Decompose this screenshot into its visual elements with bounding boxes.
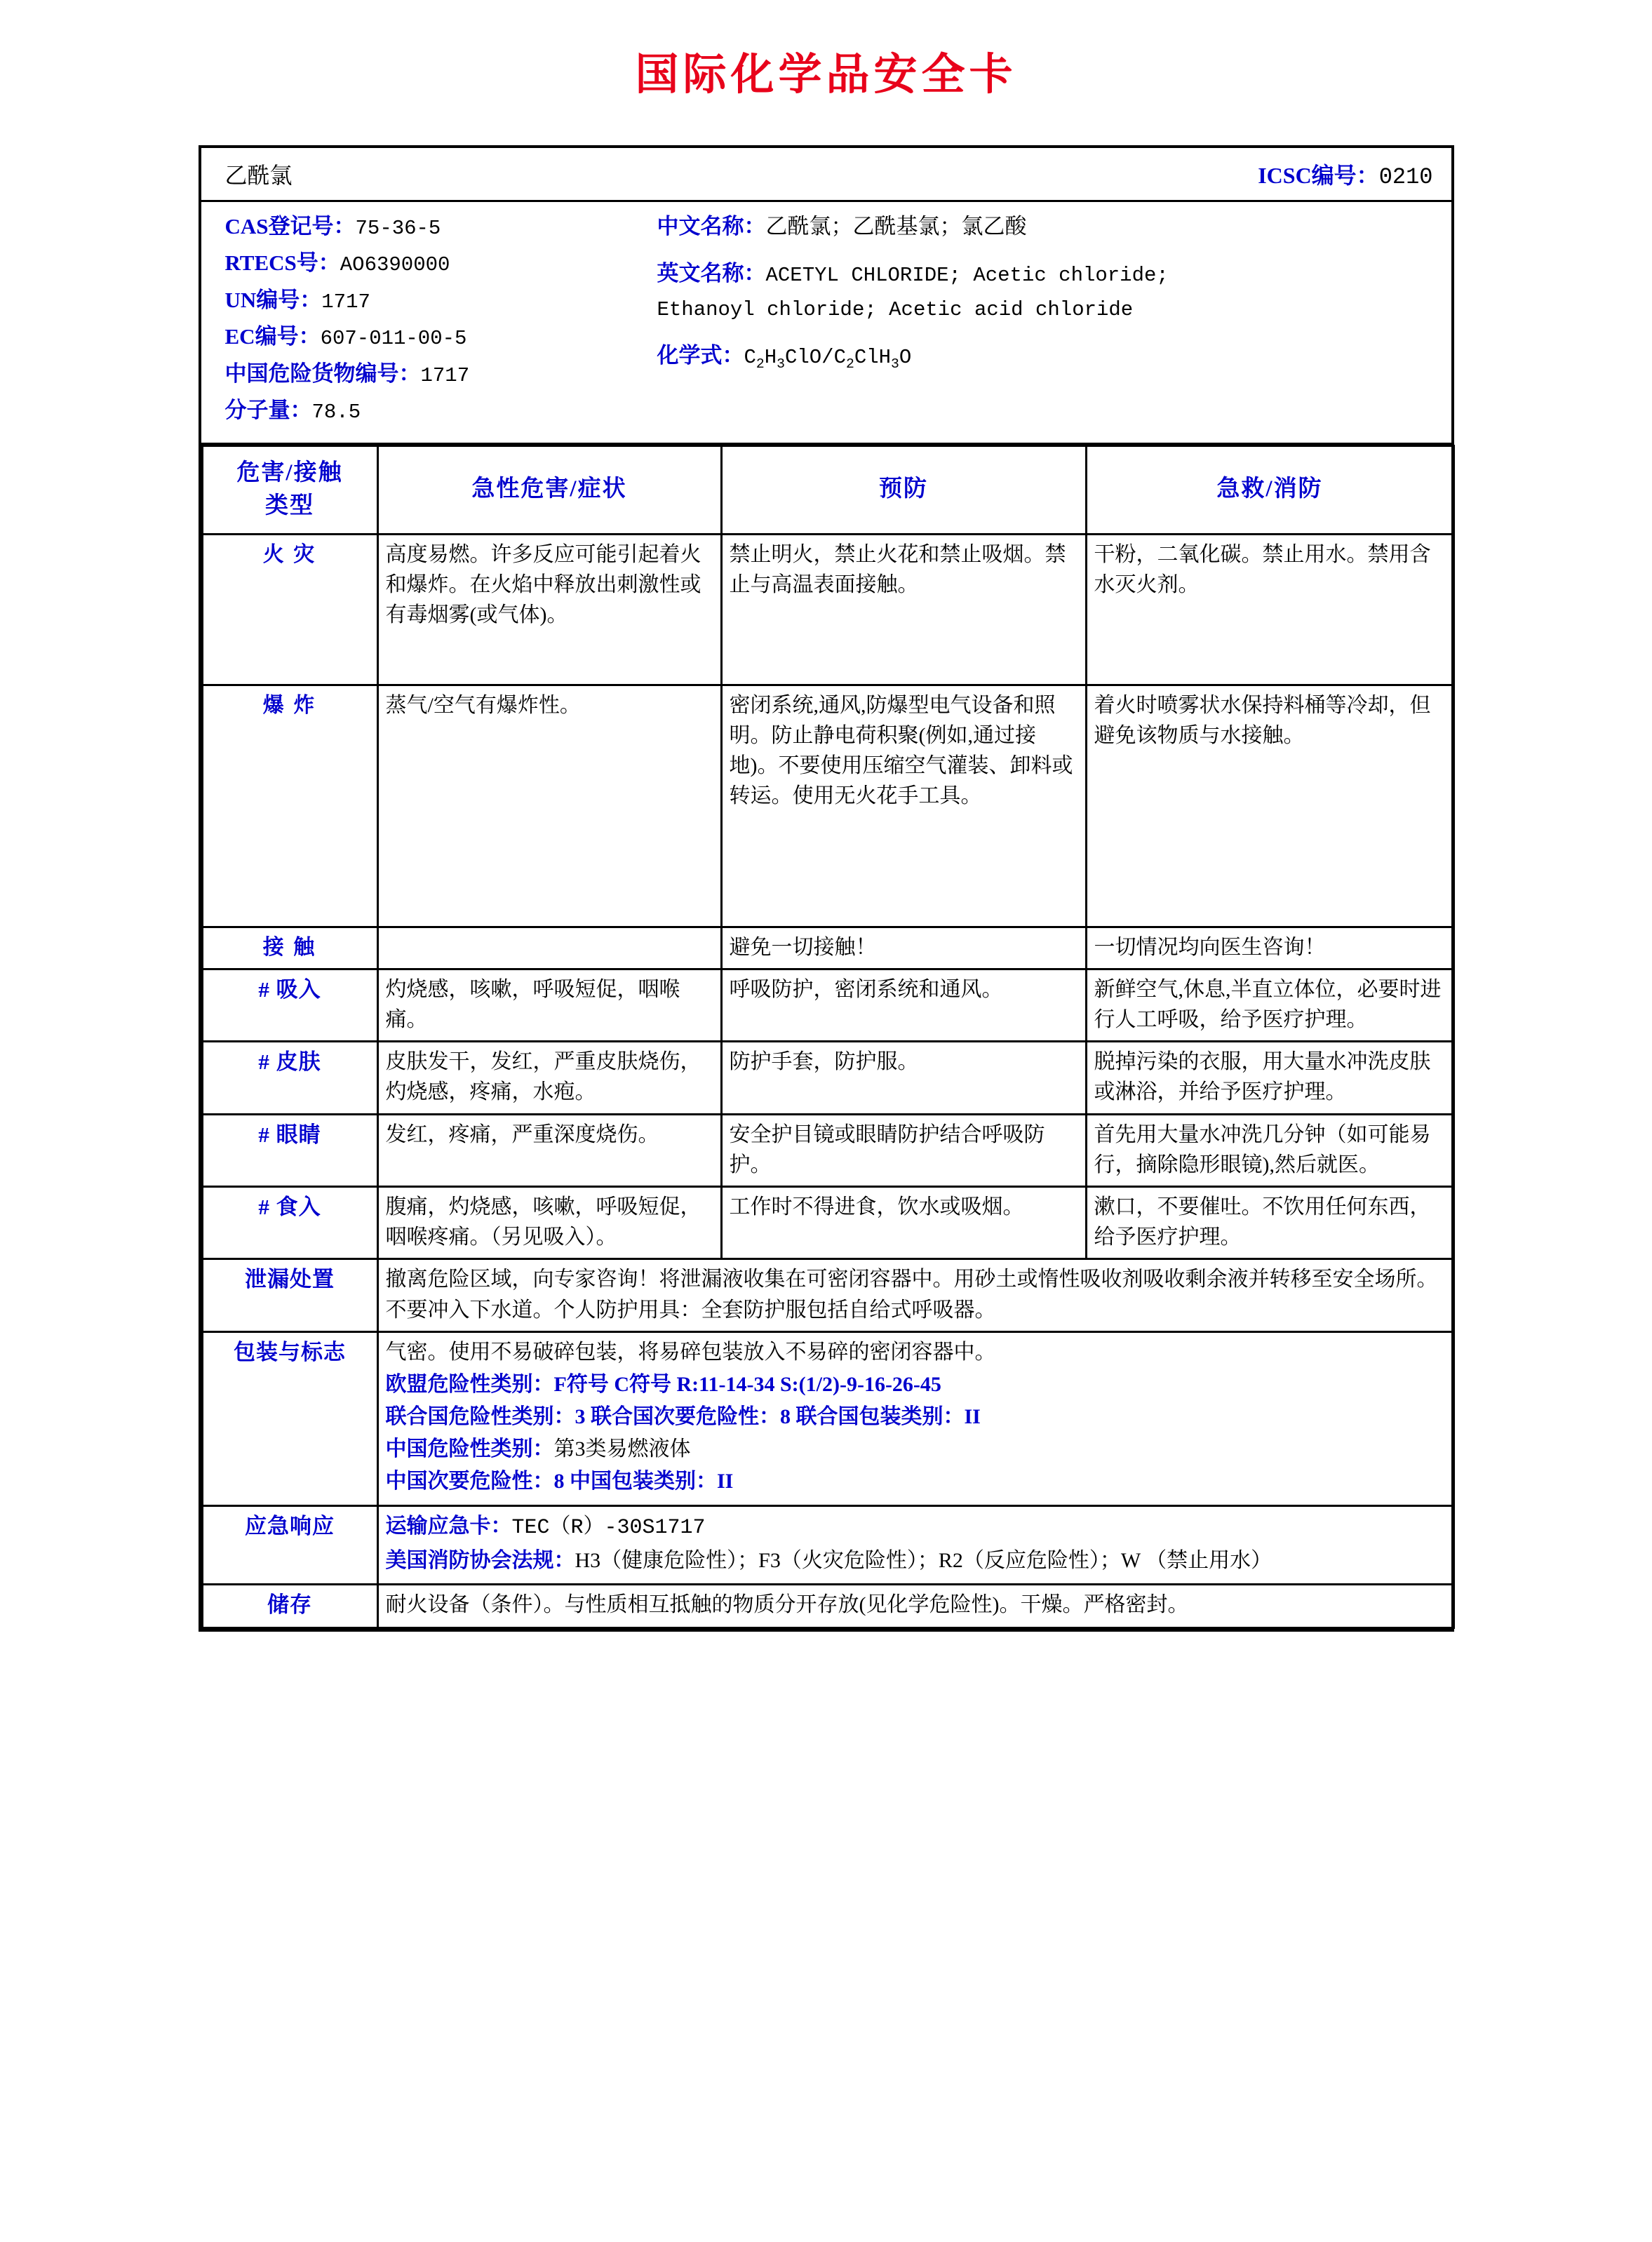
formula-sub-2: 3 <box>777 356 785 372</box>
inhalation-prevention: 呼吸防护，密闭系统和通风。 <box>721 969 1086 1041</box>
chinese-name-label: 中文名称： <box>657 214 766 239</box>
molecular-weight-row <box>225 396 650 426</box>
table-row-emergency <box>202 1505 1453 1584</box>
china-packing-group-value: II <box>717 1470 734 1493</box>
row-label-emergency: 应急响应 <box>202 1505 377 1584</box>
english-name-label: 英文名称： <box>657 261 766 286</box>
packaging-line-4 <box>386 1434 1446 1464</box>
skin-prevention: 防护手套，防护服。 <box>721 1042 1086 1114</box>
formula-seg-1: C <box>744 346 756 370</box>
formula-sub-4: 3 <box>891 356 899 372</box>
eyes-firstaid: 首先用大量水冲洗几分钟（如可能易行，摘除隐形眼镜),然后就医。 <box>1086 1114 1453 1186</box>
inhalation-firstaid: 新鲜空气,休息,半直立体位，必要时进行人工呼吸，给予医疗护理。 <box>1086 969 1453 1041</box>
table-row-packaging <box>202 1331 1453 1505</box>
un-subsidiary-risk-value: 8 <box>780 1405 791 1429</box>
safety-card <box>199 145 1454 1632</box>
china-dangerous-goods-row <box>225 359 650 389</box>
formula-seg-2: H <box>764 346 777 370</box>
row-label-eyes: # 眼睛 <box>202 1114 377 1186</box>
emergency-line-2 <box>386 1545 1446 1576</box>
row-label-spill: 泄漏处置 <box>202 1259 377 1331</box>
ec-label: EC编号： <box>224 324 321 349</box>
fire-acute: 高度易燃。许多反应可能引起着火和爆炸。在火焰中释放出刺激性或有毒烟雾(或气体)。 <box>377 534 721 685</box>
formula-row <box>657 341 1433 374</box>
rtecs-value: AO6390000 <box>340 253 450 277</box>
eyes-acute: 发红，疼痛，严重深度烧伤。 <box>377 1114 721 1186</box>
packaging-line-2 <box>386 1369 1446 1399</box>
china-subsidiary-risk-label: 中国次要危险性： <box>385 1470 554 1493</box>
transport-emergency-card-value: TEC（R）-30S1717 <box>511 1515 706 1540</box>
header-first-aid: 急救/消防 <box>1086 445 1453 534</box>
un-packing-group-value: II <box>964 1405 981 1429</box>
card-header <box>201 148 1451 202</box>
chinese-name-value: 乙酰氯；乙酰基氯；氯乙酸 <box>765 214 1027 239</box>
un-hazard-class-value: 3 <box>575 1405 586 1429</box>
packaging-line-1: 气密。使用不易破碎包装，将易碎包装放入不易碎的密闭容器中。 <box>385 1340 996 1364</box>
table-row-storage <box>202 1585 1453 1628</box>
english-name-line1: ACETYL CHLORIDE; Acetic chloride; <box>765 264 1169 288</box>
spacer <box>657 248 1433 259</box>
row-label-inhalation: # 吸入 <box>202 969 377 1041</box>
skin-acute: 皮肤发干，发红，严重皮肤烧伤，灼烧感，疼痛，水疱。 <box>377 1042 721 1114</box>
fire-prevention: 禁止明火，禁止火花和禁止吸烟。禁止与高温表面接触。 <box>721 534 1086 685</box>
spacer-2 <box>657 330 1433 341</box>
china-hazard-class-value: 第3类易燃液体 <box>553 1437 691 1461</box>
header-hazard-type-line2: 类型 <box>265 493 314 519</box>
chinese-name-row <box>657 212 1433 241</box>
header-hazard-type-line1: 危害/接触 <box>236 459 343 485</box>
rtecs-row <box>225 248 650 278</box>
china-hazard-class-label: 中国危险性类别： <box>385 1437 554 1461</box>
china-dangerous-goods-label: 中国危险货物编号： <box>224 361 421 386</box>
row-label-fire: 火 灾 <box>202 534 377 685</box>
table-row <box>202 969 1453 1041</box>
rtecs-label: RTECS号： <box>224 250 340 276</box>
page-title: 国际化学品安全卡 <box>635 48 1017 100</box>
explosion-acute: 蒸气/空气有爆炸性。 <box>377 685 721 927</box>
cas-value: 75-36-5 <box>355 217 441 240</box>
row-label-explosion: 爆 炸 <box>202 685 377 927</box>
header-hazard-type <box>202 445 377 534</box>
table-row <box>202 1114 1453 1186</box>
explosion-firstaid: 着火时喷雾状水保持料桶等冷却，但避免该物质与水接触。 <box>1086 685 1453 927</box>
un-label: UN编号： <box>224 287 322 312</box>
formula-value <box>744 346 912 372</box>
icsc-label: ICSC编号： <box>1258 163 1379 188</box>
un-value: 1717 <box>321 290 370 314</box>
cas-label: CAS登记号： <box>224 214 356 239</box>
un-subsidiary-risk-label: 联合国次要危险性： <box>591 1405 780 1429</box>
row-label-packaging: 包装与标志 <box>202 1331 377 1505</box>
molecular-weight-value: 78.5 <box>311 401 361 424</box>
exposure-prevention: 避免一切接触！ <box>721 927 1086 969</box>
ingestion-acute: 腹痛，灼烧感，咳嗽，呼吸短促，咽喉疼痛。（另见吸入）。 <box>377 1186 721 1258</box>
table-row <box>202 685 1453 927</box>
emergency-line-1 <box>386 1511 1446 1543</box>
row-label-storage: 储存 <box>202 1585 377 1628</box>
fire-firstaid: 干粉，二氧化碳。禁止用水。禁用含水灭火剂。 <box>1086 534 1453 685</box>
skin-firstaid: 脱掉污染的衣服，用大量水冲洗皮肤或淋浴，并给予医疗护理。 <box>1086 1042 1453 1114</box>
spill-text: 撤离危险区域，向专家咨询！将泄漏液收集在可密闭容器中。用砂土或惰性吸收剂吸收剩余液并转移至安全场所。不要冲入下水道。个人防护用具：全套防护服包括自给式呼吸器。 <box>377 1259 1453 1331</box>
formula-seg-3: ClO/C <box>784 346 846 370</box>
table-row <box>202 1042 1453 1114</box>
china-subsidiary-risk-value: 8 <box>553 1470 565 1493</box>
packaging-line-5 <box>386 1466 1446 1496</box>
substance-name: 乙酰氯 <box>224 163 293 188</box>
row-label-ingestion: # 食入 <box>202 1186 377 1258</box>
ingestion-prevention: 工作时不得进食，饮水或吸烟。 <box>721 1186 1086 1258</box>
un-packing-group-label: 联合国包装类别： <box>795 1405 965 1429</box>
un-row <box>225 286 650 316</box>
packaging-text <box>377 1331 1453 1505</box>
hazard-table <box>201 445 1455 1629</box>
table-row <box>202 534 1453 685</box>
table-row <box>202 1186 1453 1258</box>
eu-hazard-class-label: 欧盟危险性类别： <box>385 1372 554 1396</box>
china-packing-group-label: 中国包装类别： <box>570 1470 717 1493</box>
identity-left-column <box>201 212 650 433</box>
china-dangerous-goods-value: 1717 <box>420 363 470 387</box>
emergency-text <box>377 1505 1453 1584</box>
icsc-number-block <box>1258 158 1432 190</box>
ec-row <box>225 322 650 352</box>
packaging-line-3 <box>386 1402 1446 1432</box>
ingestion-firstaid: 漱口，不要催吐。不饮用任何东西，给予医疗护理。 <box>1086 1186 1453 1258</box>
storage-text: 耐火设备（条件）。与性质相互抵触的物质分开存放(见化学危险性)。干燥。严格密封。 <box>377 1585 1453 1628</box>
header-prevention: 预防 <box>721 445 1086 534</box>
icsc-value: 0210 <box>1378 164 1433 190</box>
formula-seg-5: O <box>899 346 912 370</box>
formula-sub-1: 2 <box>756 356 765 372</box>
table-row <box>202 927 1453 969</box>
table-row-spill <box>202 1259 1453 1331</box>
inhalation-acute: 灼烧感，咳嗽，呼吸短促，咽喉痛。 <box>377 969 721 1041</box>
identity-block <box>201 202 1451 445</box>
eu-hazard-class-value: F符号 C符号 R:11-14-34 S:(1/2)-9-16-26-45 <box>553 1372 941 1396</box>
nfpa-label: 美国消防协会法规： <box>385 1548 575 1572</box>
formula-sub-3: 2 <box>845 356 854 372</box>
header-acute-hazards: 急性危害/症状 <box>377 445 721 534</box>
transport-emergency-card-label: 运输应急卡： <box>385 1514 512 1538</box>
row-label-skin: # 皮肤 <box>202 1042 377 1114</box>
page <box>0 39 1652 1632</box>
identity-right-column <box>650 212 1451 433</box>
exposure-acute <box>377 927 721 969</box>
english-name-line2: Ethanoyl chloride; Acetic acid chloride <box>657 297 1134 321</box>
row-label-exposure: 接 触 <box>202 927 377 969</box>
exposure-firstaid: 一切情况均向医生咨询！ <box>1086 927 1453 969</box>
explosion-prevention: 密闭系统,通风,防爆型电气设备和照明。防止静电荷积聚(例如,通过接地)。不要使用压缩空气灌装、卸料或转运。使用无火花手工具。 <box>721 685 1086 927</box>
nfpa-value: H3（健康危险性）；F3（火灾危险性）；R2（反应危险性）；W （禁止用水） <box>575 1548 1272 1572</box>
formula-label: 化学式： <box>657 343 744 368</box>
table-header-row <box>202 445 1453 534</box>
ec-value: 607-011-00-5 <box>320 327 467 351</box>
molecular-weight-label: 分子量： <box>224 398 312 423</box>
un-hazard-class-label: 联合国危险性类别： <box>385 1405 575 1429</box>
cas-row <box>225 212 650 242</box>
formula-seg-4: ClH <box>854 346 892 370</box>
eyes-prevention: 安全护目镜或眼睛防护结合呼吸防护。 <box>721 1114 1086 1186</box>
english-name-row <box>657 259 1433 289</box>
